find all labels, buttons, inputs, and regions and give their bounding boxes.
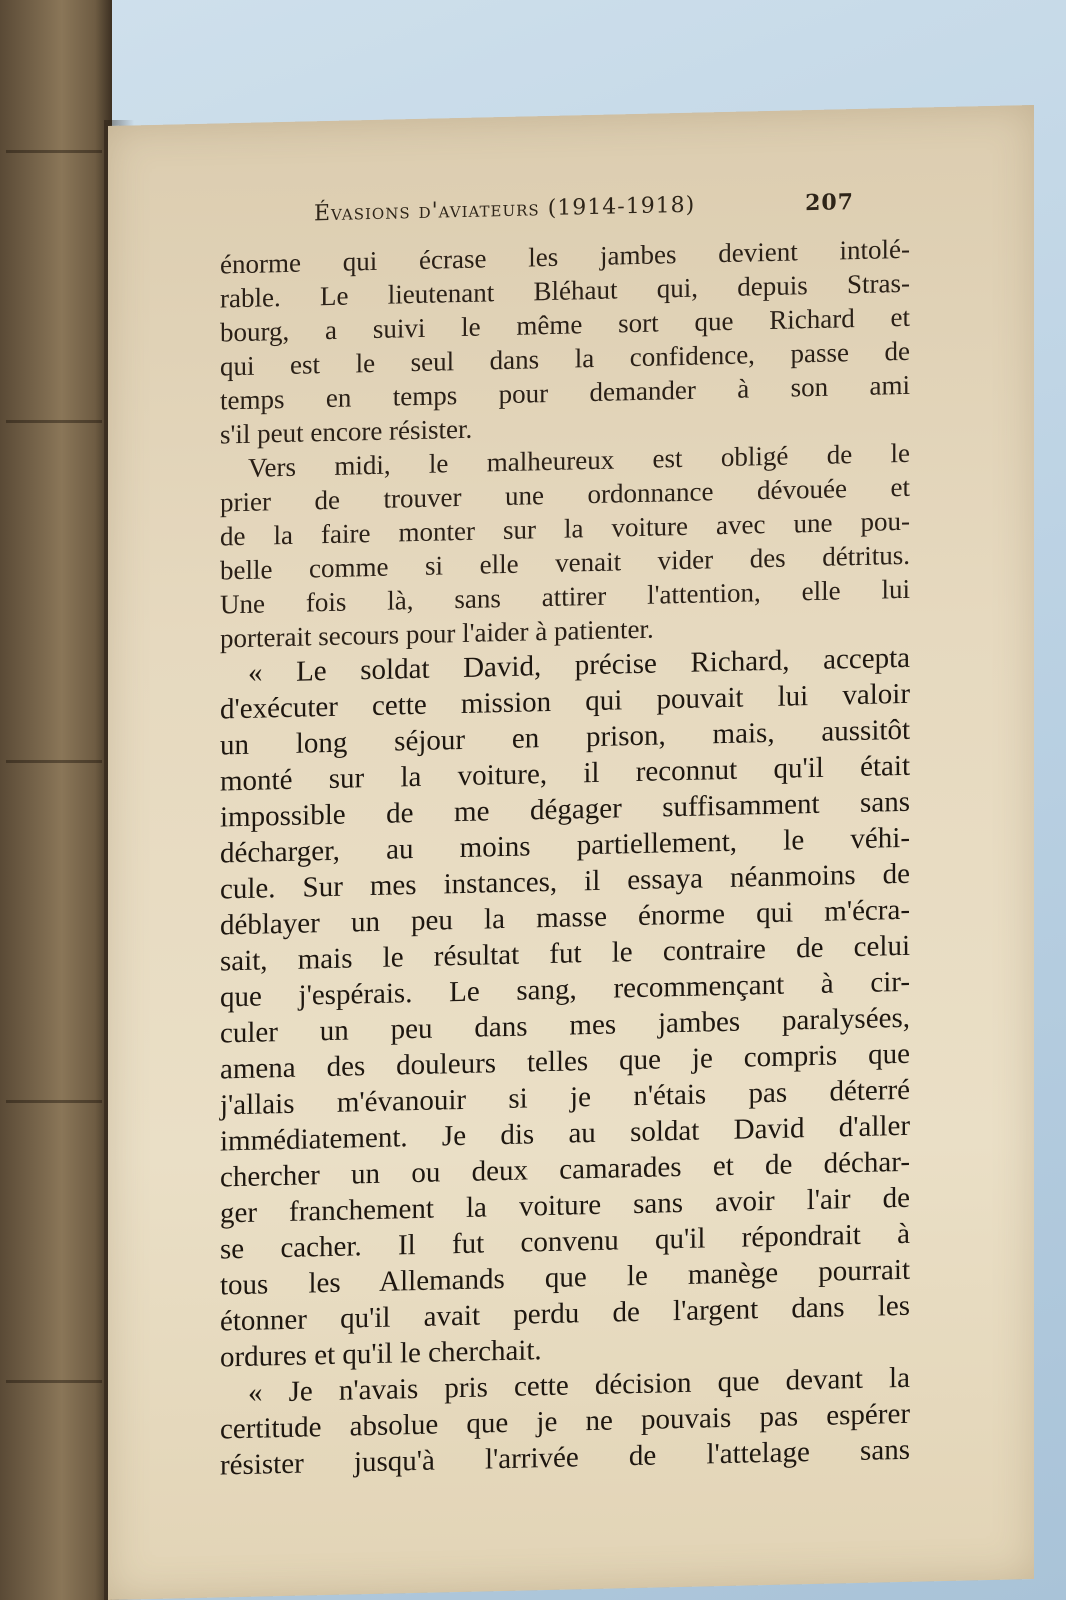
text-line: d'exécuter cette mission qui pouvait lui valoir <box>220 677 910 726</box>
text-line: bourg, a suivi le même sort que Richard et <box>220 301 910 348</box>
text-line: porterait secours pour l'aider à patienter. <box>220 613 654 654</box>
paragraph <box>220 436 910 656</box>
text-line: que j'espérais. Le sang, recommençant à cir- <box>220 965 910 1014</box>
text-line: énorme qui écrase les jambes devient intolé- <box>220 233 910 280</box>
page-number: 207 <box>805 189 854 217</box>
text-line: résister jusqu'à l'arrivée de l'attelage sans <box>220 1433 910 1482</box>
text-line: ger franchement la voiture sans avoir l'air de <box>220 1181 910 1230</box>
text-line: Une fois là, sans attirer l'attention, elle lui <box>220 573 910 620</box>
text-line: un long séjour en prison, mais, aussitôt <box>220 713 910 762</box>
text-line: ordures et qu'il le cherchait. <box>220 1334 542 1374</box>
text-line: belle comme si elle venait vider des détritus. <box>220 539 910 586</box>
book-page <box>108 105 1034 1600</box>
text-line: certitude absolue que je ne pouvais pas espérer <box>220 1397 910 1446</box>
page-header <box>314 189 854 237</box>
paragraph <box>220 1360 910 1484</box>
facing-page-text-fragment <box>6 420 102 423</box>
text-line: amena des douleurs telles que je compris que <box>220 1037 910 1086</box>
paragraph <box>220 640 910 1376</box>
text-line: « Le soldat David, précise Richard, accepta <box>248 641 910 689</box>
text-line: impossible de me dégager suffisamment sans <box>220 785 910 834</box>
text-line: de la faire monter sur la voiture avec une pou- <box>220 505 910 552</box>
facing-page-text-fragment <box>6 1380 102 1383</box>
text-line: s'il peut encore résister. <box>220 413 473 450</box>
text-line: temps en temps pour demander à son ami <box>220 369 910 416</box>
running-title: Évasions d'aviateurs (1914-1918) <box>314 192 696 227</box>
text-line: étonner qu'il avait perdu de l'argent dans les <box>220 1289 910 1338</box>
text-line: j'allais m'évanouir si je n'étais pas déterré <box>220 1073 910 1122</box>
text-line: immédiatement. Je dis au soldat David d'aller <box>220 1109 910 1158</box>
text-line: qui est le seul dans la confidence, passe de <box>220 335 910 382</box>
facing-page-text-fragment <box>6 1100 102 1103</box>
text-line: culer un peu dans mes jambes paralysées, <box>220 1001 910 1050</box>
text-line: « Je n'avais pris cette décision que devant la <box>248 1361 910 1409</box>
facing-page-text-fragment <box>6 150 102 153</box>
text-line: sait, mais le résultat fut le contraire de celui <box>220 929 910 978</box>
body-text <box>220 232 910 1484</box>
text-line: prier de trouver une ordonnance dévouée et <box>220 471 910 518</box>
text-line: rable. Le lieutenant Bléhaut qui, depuis Stras- <box>220 267 910 314</box>
text-line: monté sur la voiture, il reconnut qu'il était <box>220 749 910 798</box>
text-line: déblayer un peu la masse énorme qui m'écra- <box>220 893 910 942</box>
text-line: tous les Allemands que le manège pourrait <box>220 1253 910 1302</box>
facing-page-text-fragment <box>6 760 102 763</box>
text-line: décharger, au moins partiellement, le véhi- <box>220 821 910 870</box>
text-line: Vers midi, le malheureux est obligé de le <box>248 437 910 483</box>
facing-page-edge <box>0 0 112 1600</box>
paragraph <box>220 232 910 452</box>
text-line: se cacher. Il fut convenu qu'il répondrait à <box>220 1217 910 1266</box>
text-line: cule. Sur mes instances, il essaya néanmoins de <box>220 857 910 906</box>
text-line: chercher un ou deux camarades et de déchar- <box>220 1145 910 1194</box>
